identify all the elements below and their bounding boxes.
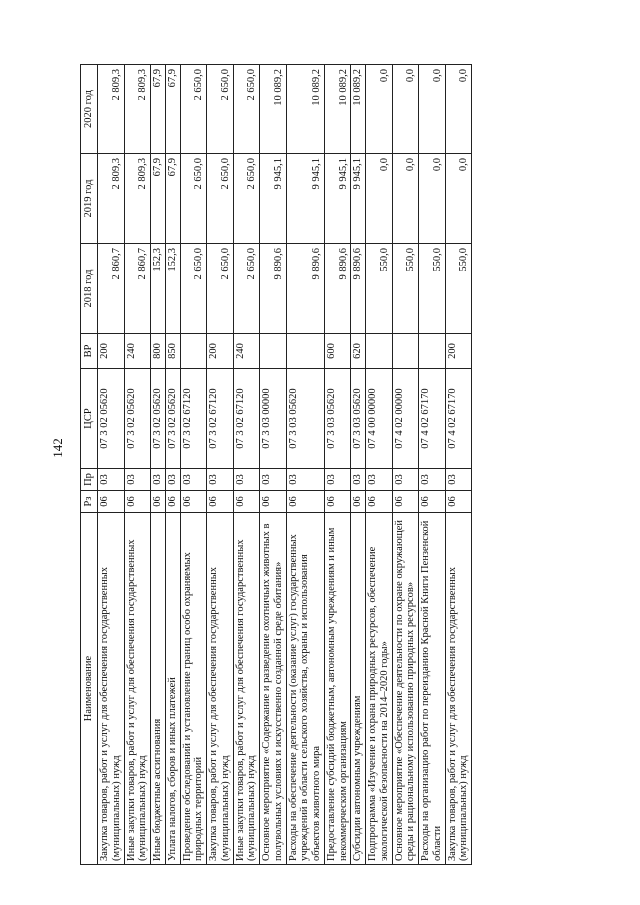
cell-name: Закупка товаров, работ и услуг для обеспечения государственных (муниципальных) нужд bbox=[207, 513, 234, 865]
cell-2018: 2 650,0 bbox=[207, 244, 234, 334]
cell-vr bbox=[392, 334, 419, 369]
table-row bbox=[324, 65, 351, 865]
cell-csr: 07 3 02 67120 bbox=[233, 369, 260, 469]
cell-2019: 9 945,1 bbox=[351, 154, 366, 244]
cell-2019: 2 650,0 bbox=[207, 154, 234, 244]
cell-2020: 2 650,0 bbox=[180, 65, 207, 154]
cell-2019: 0,0 bbox=[419, 154, 446, 244]
cell-rz: 06 bbox=[445, 491, 472, 513]
cell-rz: 06 bbox=[98, 491, 125, 513]
cell-name: Расходы на обеспечение деятельности (оказание услуг) государственных учреждений в области сельского хозяйства, охраны и использования объектов животного мира bbox=[286, 513, 324, 865]
cell-2018: 550,0 bbox=[445, 244, 472, 334]
cell-name: Расходы на организацию работ по переизданию Красной Книги Пензенской области bbox=[419, 513, 446, 865]
cell-2020: 2 809,3 bbox=[98, 65, 125, 154]
cell-vr bbox=[366, 334, 393, 369]
cell-rz: 06 bbox=[180, 491, 207, 513]
cell-2020: 10 089,2 bbox=[286, 65, 324, 154]
cell-csr: 07 4 02 00000 bbox=[392, 369, 419, 469]
table-row bbox=[124, 65, 151, 865]
cell-csr: 07 3 03 05620 bbox=[351, 369, 366, 469]
cell-name: Закупка товаров, работ и услуг для обеспечения государственных (муниципальных) нужд bbox=[98, 513, 125, 865]
cell-2019: 0,0 bbox=[445, 154, 472, 244]
table-header-row bbox=[81, 65, 98, 865]
cell-pr: 03 bbox=[180, 469, 207, 491]
cell-pr: 03 bbox=[392, 469, 419, 491]
cell-csr: 07 3 02 05620 bbox=[165, 369, 180, 469]
cell-2020: 0,0 bbox=[419, 65, 446, 154]
cell-2019: 9 945,1 bbox=[260, 154, 287, 244]
cell-vr: 600 bbox=[324, 334, 351, 369]
table-row bbox=[260, 65, 287, 865]
table-row bbox=[445, 65, 472, 865]
cell-rz: 06 bbox=[324, 491, 351, 513]
cell-2020: 67,9 bbox=[151, 65, 166, 154]
table-row bbox=[207, 65, 234, 865]
cell-2018: 550,0 bbox=[366, 244, 393, 334]
cell-csr: 07 3 02 05620 bbox=[98, 369, 125, 469]
rotated-budget-table bbox=[80, 65, 600, 865]
cell-name: Субсидии автономным учреждениям bbox=[351, 513, 366, 865]
cell-rz: 06 bbox=[419, 491, 446, 513]
cell-vr: 240 bbox=[124, 334, 151, 369]
cell-2018: 2 650,0 bbox=[233, 244, 260, 334]
col-header-rz: Рз bbox=[81, 491, 98, 513]
cell-pr: 03 bbox=[351, 469, 366, 491]
cell-vr: 800 bbox=[151, 334, 166, 369]
col-header-pr: Пр bbox=[81, 469, 98, 491]
col-header-vr: ВР bbox=[81, 334, 98, 369]
cell-pr: 03 bbox=[98, 469, 125, 491]
cell-2019: 9 945,1 bbox=[324, 154, 351, 244]
cell-2019: 2 650,0 bbox=[233, 154, 260, 244]
cell-rz: 06 bbox=[286, 491, 324, 513]
cell-rz: 06 bbox=[165, 491, 180, 513]
cell-pr: 03 bbox=[165, 469, 180, 491]
cell-2020: 2 650,0 bbox=[207, 65, 234, 154]
cell-name: Иные закупки товаров, работ и услуг для обеспечения государственных (муниципальных) нужд bbox=[124, 513, 151, 865]
cell-vr: 240 bbox=[233, 334, 260, 369]
page-number: 142 bbox=[50, 438, 65, 458]
cell-2018: 2 860,7 bbox=[98, 244, 125, 334]
cell-csr: 07 4 00 00000 bbox=[366, 369, 393, 469]
cell-vr: 200 bbox=[445, 334, 472, 369]
cell-pr: 03 bbox=[151, 469, 166, 491]
table-row bbox=[165, 65, 180, 865]
cell-2019: 67,9 bbox=[165, 154, 180, 244]
cell-rz: 06 bbox=[260, 491, 287, 513]
cell-pr: 03 bbox=[286, 469, 324, 491]
cell-2018: 550,0 bbox=[392, 244, 419, 334]
col-header-2018: 2018 год bbox=[81, 244, 98, 334]
cell-name: Иные бюджетные ассигнования bbox=[151, 513, 166, 865]
cell-2019: 0,0 bbox=[392, 154, 419, 244]
cell-2018: 2 650,0 bbox=[180, 244, 207, 334]
cell-2019: 2 809,3 bbox=[124, 154, 151, 244]
cell-csr: 07 3 03 05620 bbox=[324, 369, 351, 469]
cell-rz: 06 bbox=[392, 491, 419, 513]
cell-2019: 2 650,0 bbox=[180, 154, 207, 244]
cell-2020: 67,9 bbox=[165, 65, 180, 154]
cell-pr: 03 bbox=[260, 469, 287, 491]
cell-2020: 2 650,0 bbox=[233, 65, 260, 154]
cell-vr: 620 bbox=[351, 334, 366, 369]
cell-vr bbox=[180, 334, 207, 369]
cell-2020: 10 089,2 bbox=[351, 65, 366, 154]
table-body bbox=[98, 65, 472, 865]
table-row bbox=[233, 65, 260, 865]
cell-vr bbox=[260, 334, 287, 369]
cell-vr bbox=[286, 334, 324, 369]
col-header-2019: 2019 год bbox=[81, 154, 98, 244]
cell-2020: 10 089,2 bbox=[324, 65, 351, 154]
cell-pr: 03 bbox=[366, 469, 393, 491]
cell-2018: 9 890,6 bbox=[260, 244, 287, 334]
cell-csr: 07 3 02 67120 bbox=[180, 369, 207, 469]
cell-vr bbox=[419, 334, 446, 369]
cell-csr: 07 3 02 05620 bbox=[151, 369, 166, 469]
cell-pr: 03 bbox=[124, 469, 151, 491]
cell-name: Закупка товаров, работ и услуг для обеспечения государственных (муниципальных) нужд bbox=[445, 513, 472, 865]
cell-2018: 9 890,6 bbox=[324, 244, 351, 334]
cell-rz: 06 bbox=[233, 491, 260, 513]
cell-2020: 0,0 bbox=[366, 65, 393, 154]
table-row bbox=[180, 65, 207, 865]
cell-2019: 2 809,3 bbox=[98, 154, 125, 244]
cell-name: Иные закупки товаров, работ и услуг для обеспечения государственных (муниципальных) нужд bbox=[233, 513, 260, 865]
cell-rz: 06 bbox=[366, 491, 393, 513]
table-row bbox=[151, 65, 166, 865]
cell-2018: 550,0 bbox=[419, 244, 446, 334]
cell-csr: 07 4 02 67170 bbox=[445, 369, 472, 469]
cell-vr: 200 bbox=[98, 334, 125, 369]
table-row bbox=[366, 65, 393, 865]
cell-name: Основное мероприятие «Обеспечение деятельности по охране окружающей среды и рациональному использованию природных ресурсов» bbox=[392, 513, 419, 865]
cell-rz: 06 bbox=[151, 491, 166, 513]
table-row bbox=[392, 65, 419, 865]
table-row bbox=[98, 65, 125, 865]
cell-pr: 03 bbox=[445, 469, 472, 491]
cell-2019: 67,9 bbox=[151, 154, 166, 244]
cell-name: Основное мероприятие «Содержание и разведение охотничьих животных в полувольных условиях и искусственно созданной среде обитания» bbox=[260, 513, 287, 865]
col-header-name: Наименование bbox=[81, 513, 98, 865]
cell-pr: 03 bbox=[419, 469, 446, 491]
cell-csr: 07 3 02 05620 bbox=[124, 369, 151, 469]
cell-vr: 200 bbox=[207, 334, 234, 369]
cell-2018: 2 860,7 bbox=[124, 244, 151, 334]
cell-2018: 9 890,6 bbox=[286, 244, 324, 334]
cell-rz: 06 bbox=[351, 491, 366, 513]
cell-pr: 03 bbox=[324, 469, 351, 491]
table-row bbox=[351, 65, 366, 865]
cell-name: Подпрограмма «Изучение и охрана природных ресурсов, обеспечение экологической безопасности на 2014–2020 годы» bbox=[366, 513, 393, 865]
col-header-2020: 2020 год bbox=[81, 65, 98, 154]
cell-2018: 152,3 bbox=[151, 244, 166, 334]
cell-rz: 06 bbox=[124, 491, 151, 513]
cell-2020: 10 089,2 bbox=[260, 65, 287, 154]
table-row bbox=[286, 65, 324, 865]
cell-name: Проведение обследований и установление границ особо охраняемых природных территорий bbox=[180, 513, 207, 865]
cell-2018: 152,3 bbox=[165, 244, 180, 334]
cell-2020: 2 809,3 bbox=[124, 65, 151, 154]
cell-name: Уплата налогов, сборов и иных платежей bbox=[165, 513, 180, 865]
cell-csr: 07 3 03 05620 bbox=[286, 369, 324, 469]
cell-pr: 03 bbox=[207, 469, 234, 491]
cell-csr: 07 4 02 67170 bbox=[419, 369, 446, 469]
cell-2020: 0,0 bbox=[392, 65, 419, 154]
cell-2019: 9 945,1 bbox=[286, 154, 324, 244]
cell-2018: 9 890,6 bbox=[351, 244, 366, 334]
cell-2020: 0,0 bbox=[445, 65, 472, 154]
cell-csr: 07 3 03 00000 bbox=[260, 369, 287, 469]
cell-name: Предоставление субсидий бюджетным, автономным учреждениям и иным некоммерческим организациям bbox=[324, 513, 351, 865]
cell-2019: 0,0 bbox=[366, 154, 393, 244]
cell-vr: 850 bbox=[165, 334, 180, 369]
budget-table bbox=[80, 64, 472, 865]
cell-rz: 06 bbox=[207, 491, 234, 513]
col-header-csr: ЦСР bbox=[81, 369, 98, 469]
cell-pr: 03 bbox=[233, 469, 260, 491]
cell-csr: 07 3 02 67120 bbox=[207, 369, 234, 469]
table-row bbox=[419, 65, 446, 865]
